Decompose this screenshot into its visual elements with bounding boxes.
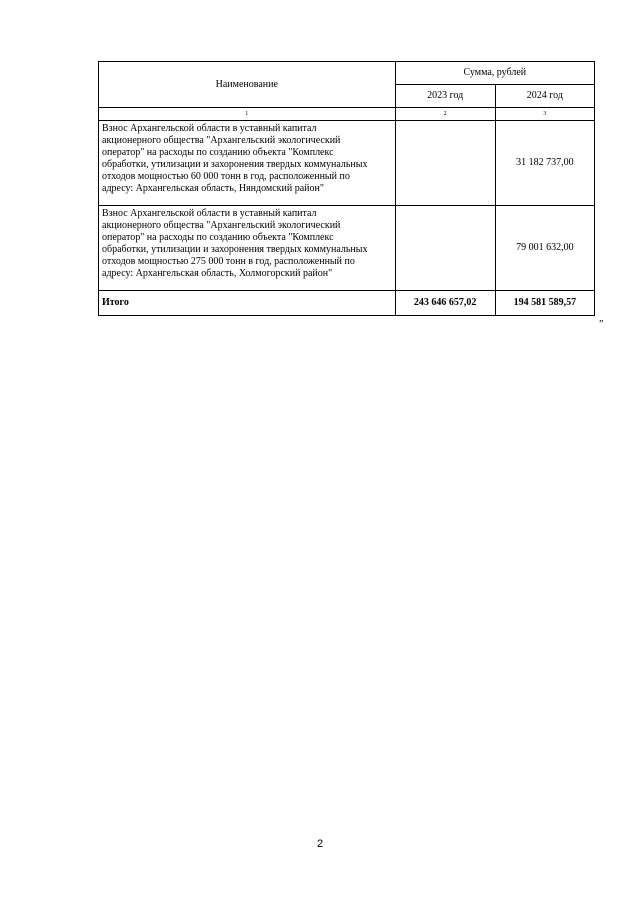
header-year-2024: 2024 год — [495, 85, 594, 108]
column-number: 3 — [495, 108, 594, 121]
row-amount-2023 — [395, 206, 495, 291]
row-amount-2024: 79 001 632,00 — [495, 206, 594, 291]
column-number: 1 — [99, 108, 396, 121]
header-sum: Сумма, рублей — [395, 62, 594, 85]
row-name: Взнос Архангельской области в уставный капитал акционерного общества "Архангельский экологический оператор" на расходы по созданию объекта "Комплекс обработки, утилизации и захоронения твердых коммунальных отходов мощностью 275 000 тонн в год, расположенный по адресу: Архангельская область, Холмогорский район" — [99, 206, 396, 291]
total-amount-2023: 243 646 657,02 — [395, 291, 495, 316]
row-amount-2024: 31 182 737,00 — [495, 121, 594, 206]
budget-table — [98, 61, 595, 316]
total-row — [99, 291, 595, 316]
column-number-row — [99, 108, 595, 121]
header-name: Наименование — [99, 62, 396, 108]
header-row — [99, 62, 595, 85]
table-row — [99, 121, 595, 206]
page-number: 2 — [316, 838, 324, 850]
column-number: 2 — [395, 108, 495, 121]
table-row — [99, 206, 595, 291]
row-name: Взнос Архангельской области в уставный капитал акционерного общества "Архангельский экологический оператор" на расходы по созданию объекта "Комплекс обработки, утилизации и захоронения твердых коммунальных отходов мощностью 60 000 тонн в год, расположенный по адресу: Архангельская область, Няндомский район" — [99, 121, 396, 206]
header-year-2023: 2023 год — [395, 85, 495, 108]
closing-quote: ” — [599, 319, 604, 330]
row-amount-2023 — [395, 121, 495, 206]
total-label: Итого — [99, 291, 396, 316]
total-amount-2024: 194 581 589,57 — [495, 291, 594, 316]
